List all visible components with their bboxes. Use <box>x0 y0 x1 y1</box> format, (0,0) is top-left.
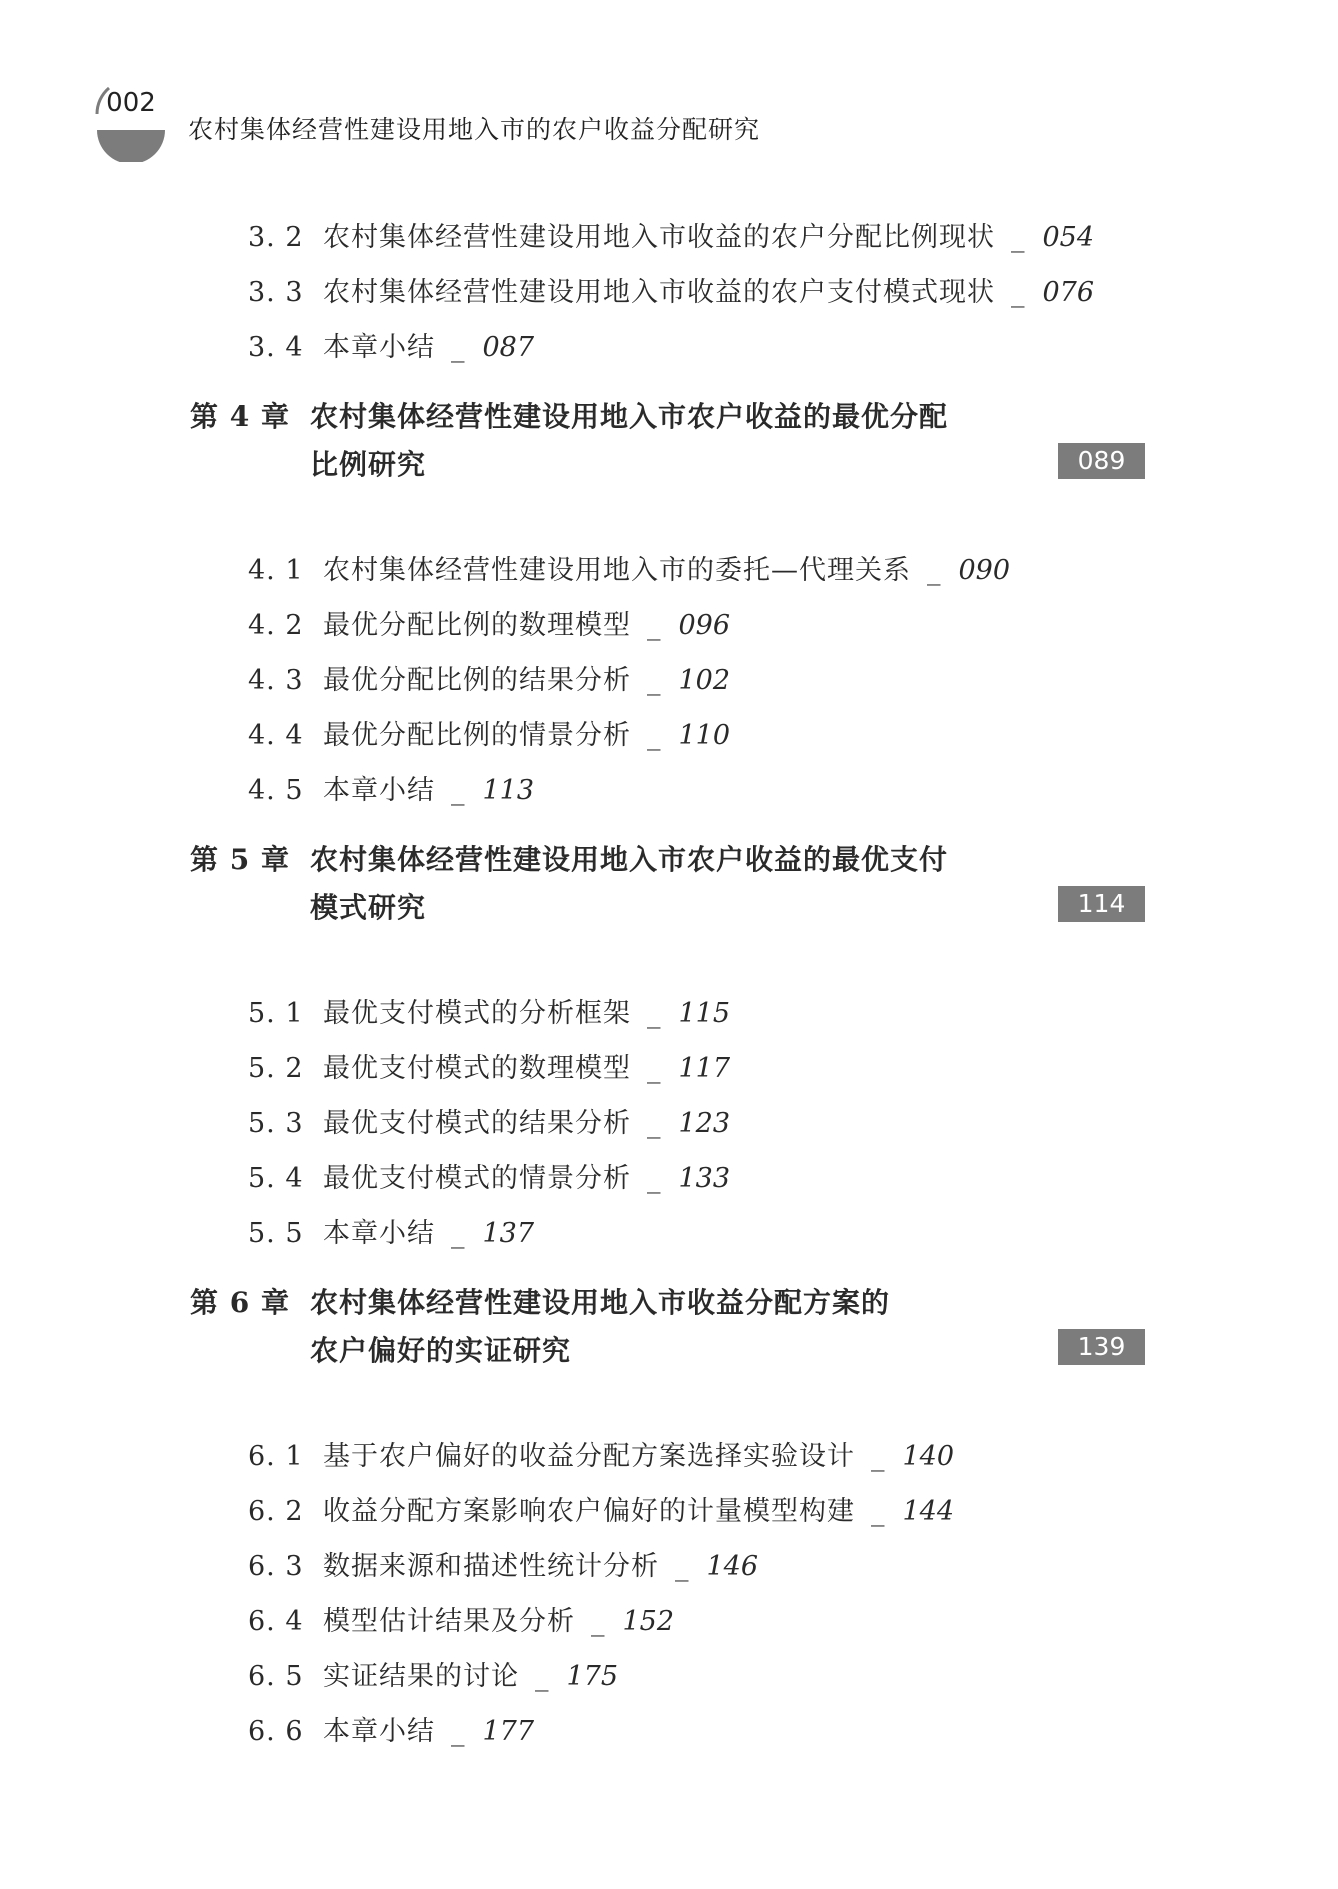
toc-section[interactable] <box>0 210 1338 265</box>
toc-section[interactable] <box>0 763 1338 818</box>
section-title: 本章小结 <box>323 332 435 363</box>
section-page: 087 <box>482 332 535 363</box>
toc-section[interactable] <box>0 653 1338 708</box>
section-number: 5. 3 <box>248 1108 304 1139</box>
section-title: 最优支付模式的情景分析 <box>323 1163 631 1194</box>
separator: _ <box>647 1108 661 1139</box>
running-title: 农村集体经营性建设用地入市的农户收益分配研究 <box>188 115 761 144</box>
chapter-label: 第 6 章 <box>190 1286 290 1319</box>
toc-section[interactable] <box>0 543 1338 598</box>
section-page: 115 <box>678 998 731 1029</box>
separator: _ <box>871 1441 885 1472</box>
toc-section[interactable] <box>0 1206 1338 1261</box>
section-title: 本章小结 <box>323 775 435 806</box>
section-title: 农村集体经营性建设用地入市收益的农户分配比例现状 <box>323 222 995 253</box>
chapter-heading[interactable] <box>0 393 1338 531</box>
toc-section[interactable] <box>0 1539 1338 1594</box>
section-title: 收益分配方案影响农户偏好的计量模型构建 <box>323 1496 855 1527</box>
chapter-title <box>310 1279 1010 1375</box>
section-number: 6. 2 <box>248 1496 304 1527</box>
chapter-page-badge: 139 <box>1058 1329 1145 1365</box>
section-number: 4. 2 <box>248 610 304 641</box>
section-page: 102 <box>678 665 731 696</box>
section-page: 090 <box>958 555 1011 586</box>
page-number: 002 <box>106 88 156 118</box>
section-number: 4. 3 <box>248 665 304 696</box>
chapter-title-line1: 农村集体经营性建设用地入市收益分配方案的 <box>310 1286 891 1319</box>
separator: _ <box>647 665 661 696</box>
section-title: 本章小结 <box>323 1218 435 1249</box>
separator: _ <box>591 1606 605 1637</box>
section-number: 6. 5 <box>248 1661 304 1692</box>
section-title: 本章小结 <box>323 1716 435 1747</box>
chapter-page-badge: 114 <box>1058 886 1145 922</box>
section-page: 113 <box>482 775 535 806</box>
section-number: 3. 4 <box>248 332 304 363</box>
section-number: 4. 4 <box>248 720 304 751</box>
separator: _ <box>927 555 941 586</box>
toc-section[interactable] <box>0 598 1338 653</box>
section-number: 3. 3 <box>248 277 304 308</box>
toc-section[interactable] <box>0 320 1338 375</box>
section-number: 4. 5 <box>248 775 304 806</box>
toc-section[interactable] <box>0 265 1338 320</box>
chapter-title <box>310 836 1010 932</box>
section-title: 最优分配比例的情景分析 <box>323 720 631 751</box>
separator: _ <box>647 610 661 641</box>
section-page: 123 <box>678 1108 731 1139</box>
section-title: 农村集体经营性建设用地入市的委托—代理关系 <box>323 555 911 586</box>
separator: _ <box>647 1163 661 1194</box>
chapter-title-line1: 农村集体经营性建设用地入市农户收益的最优支付 <box>310 843 949 876</box>
section-page: 152 <box>622 1606 675 1637</box>
chapter-page-badge: 089 <box>1058 443 1145 479</box>
toc-section[interactable] <box>0 986 1338 1041</box>
section-number: 5. 5 <box>248 1218 304 1249</box>
section-number: 6. 4 <box>248 1606 304 1637</box>
section-page: 175 <box>566 1661 619 1692</box>
chapter-title-line2: 比例研究 <box>310 448 427 481</box>
section-page: 137 <box>482 1218 535 1249</box>
table-of-contents <box>0 210 1338 1759</box>
toc-section[interactable] <box>0 1041 1338 1096</box>
separator: _ <box>451 332 465 363</box>
separator: _ <box>535 1661 549 1692</box>
toc-section[interactable] <box>0 1151 1338 1206</box>
section-number: 5. 1 <box>248 998 304 1029</box>
separator: _ <box>675 1551 689 1582</box>
section-page: 144 <box>902 1496 955 1527</box>
section-number: 3. 2 <box>248 222 304 253</box>
separator: _ <box>451 1218 465 1249</box>
chapter-heading[interactable] <box>0 1279 1338 1417</box>
toc-section[interactable] <box>0 1649 1338 1704</box>
section-page: 146 <box>706 1551 759 1582</box>
toc-section[interactable] <box>0 1484 1338 1539</box>
section-page: 096 <box>678 610 731 641</box>
section-page: 133 <box>678 1163 731 1194</box>
section-number: 5. 4 <box>248 1163 304 1194</box>
section-page: 177 <box>482 1716 535 1747</box>
section-title: 最优分配比例的数理模型 <box>323 610 631 641</box>
toc-section[interactable] <box>0 1096 1338 1151</box>
chapter-title <box>310 393 1010 489</box>
section-title: 实证结果的讨论 <box>323 1661 519 1692</box>
section-page: 054 <box>1042 222 1095 253</box>
chapter-label: 第 4 章 <box>190 400 290 433</box>
section-title: 农村集体经营性建设用地入市收益的农户支付模式现状 <box>323 277 995 308</box>
separator: _ <box>647 998 661 1029</box>
page-number-badge <box>95 80 167 162</box>
section-number: 6. 3 <box>248 1551 304 1582</box>
toc-section[interactable] <box>0 1429 1338 1484</box>
separator: _ <box>647 1053 661 1084</box>
section-number: 5. 2 <box>248 1053 304 1084</box>
separator: _ <box>647 720 661 751</box>
section-title: 基于农户偏好的收益分配方案选择实验设计 <box>323 1441 855 1472</box>
separator: _ <box>451 1716 465 1747</box>
chapter-heading[interactable] <box>0 836 1338 974</box>
section-number: 6. 6 <box>248 1716 304 1747</box>
toc-section[interactable] <box>0 708 1338 763</box>
separator: _ <box>871 1496 885 1527</box>
chapter-title-line2: 模式研究 <box>310 891 427 924</box>
section-page: 117 <box>678 1053 731 1084</box>
toc-section[interactable] <box>0 1704 1338 1759</box>
section-title: 数据来源和描述性统计分析 <box>323 1551 659 1582</box>
section-title: 模型估计结果及分析 <box>323 1606 575 1637</box>
chapter-title-line2: 农户偏好的实证研究 <box>310 1334 572 1367</box>
section-title: 最优支付模式的分析框架 <box>323 998 631 1029</box>
separator: _ <box>451 775 465 806</box>
separator: _ <box>1011 277 1025 308</box>
section-title: 最优分配比例的结果分析 <box>323 665 631 696</box>
section-number: 4. 1 <box>248 555 304 586</box>
section-number: 6. 1 <box>248 1441 304 1472</box>
chapter-label: 第 5 章 <box>190 843 290 876</box>
page-header <box>0 0 1338 180</box>
section-title: 最优支付模式的数理模型 <box>323 1053 631 1084</box>
section-page: 110 <box>678 720 731 751</box>
section-title: 最优支付模式的结果分析 <box>323 1108 631 1139</box>
separator: _ <box>1011 222 1025 253</box>
section-page: 076 <box>1042 277 1095 308</box>
toc-section[interactable] <box>0 1594 1338 1649</box>
chapter-title-line1: 农村集体经营性建设用地入市农户收益的最优分配 <box>310 400 949 433</box>
section-page: 140 <box>902 1441 955 1472</box>
